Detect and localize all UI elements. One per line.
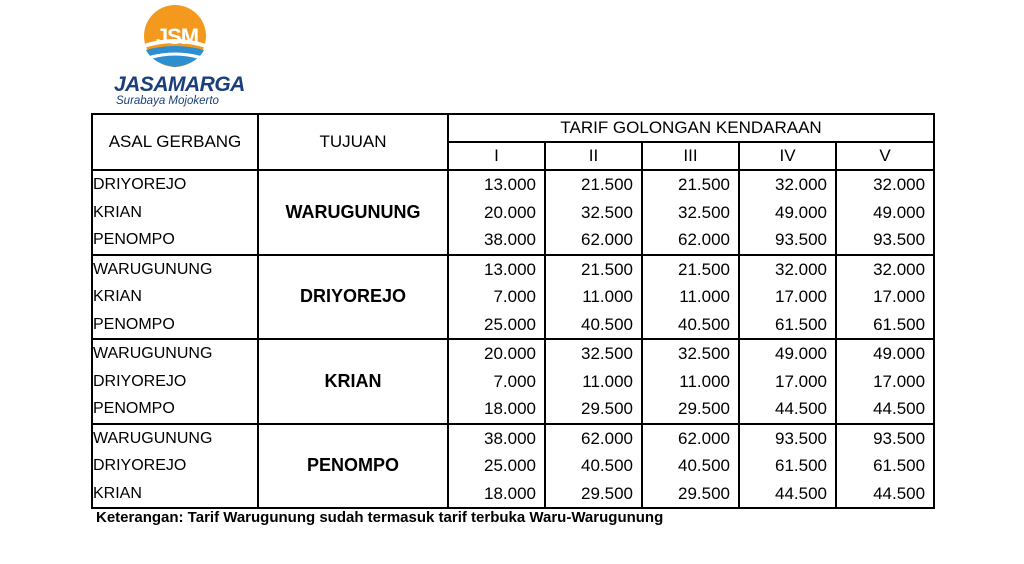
header-class-v: V [836,142,934,170]
rate-value: 49.000 [873,202,926,222]
rate-value: 61.500 [775,456,827,475]
origin-name: WARUGUNUNG [93,429,213,447]
rate-value: 40.500 [678,314,730,334]
origin-name: WARUGUNUNG [93,345,213,362]
rate-value: 32.500 [678,202,730,222]
header-tarif-golongan: TARIF GOLONGAN KENDARAAN [448,114,934,142]
rate-column-iii [642,255,739,340]
emblem-text: JSM [155,24,199,49]
rate-value: 13.000 [484,175,536,194]
origin-name: KRIAN [93,288,142,305]
footnote: Keterangan: Tarif Warugunung sudah termasuk tarif terbuka Waru-Warugunung [96,509,664,526]
table-row [92,255,934,340]
origin-name: KRIAN [93,203,142,221]
table-row [92,170,934,255]
rate-value: 11.000 [582,371,633,391]
rate-value: 20.000 [484,344,536,363]
rate-column-v [836,424,934,509]
rate-value: 21.500 [581,259,633,279]
destination-name: DRIYOREJO [258,255,448,340]
rate-value: 11.000 [679,371,730,391]
rate-column-iv [739,339,836,424]
rate-column-ii [545,170,642,255]
origin-name: PENOMPO [93,315,175,333]
rate-value: 44.500 [873,399,926,418]
origin-list [92,339,258,424]
origin-name: DRIYOREJO [93,176,187,193]
rate-value: 25.000 [484,456,536,475]
brand-name: JASAMARGA [114,73,245,96]
rate-value: 11.000 [679,287,730,306]
rate-value: 32.500 [678,344,730,363]
rate-column-v [836,339,934,424]
origin-list [92,255,258,340]
rate-value: 21.500 [678,175,730,194]
rate-value: 17.000 [775,287,827,306]
rate-value: 62.000 [581,428,633,448]
rate-value: 11.000 [582,287,633,306]
rate-value: 62.000 [678,230,730,249]
rate-value: 61.500 [775,314,827,334]
rate-column-iii [642,424,739,509]
rate-value: 32.000 [775,175,827,194]
rate-value: 17.000 [873,287,926,306]
origin-name: KRIAN [93,484,142,502]
rate-column-iii [642,170,739,255]
rate-column-i [448,424,545,509]
rate-column-iv [739,255,836,340]
table-row [92,339,934,424]
rate-value: 18.000 [484,483,536,503]
table-row [92,424,934,509]
rate-column-i [448,170,545,255]
rate-value: 44.500 [873,483,926,503]
rate-value: 93.500 [775,428,827,448]
rate-value: 93.500 [775,230,827,249]
rate-value: 40.500 [581,314,633,334]
rate-value: 20.000 [484,202,536,222]
rate-value: 29.500 [581,483,633,503]
header-tujuan: TUJUAN [258,114,448,170]
rate-value: 44.500 [775,483,827,503]
rate-value: 7.000 [493,287,536,306]
rate-value: 40.500 [678,456,730,475]
rate-value: 32.000 [775,259,827,279]
rate-value: 62.000 [678,428,730,448]
origin-name: PENOMPO [93,231,175,248]
origin-name: WARUGUNUNG [93,260,213,278]
rate-column-iv [739,170,836,255]
rate-value: 38.000 [484,230,536,249]
rate-value: 25.000 [484,314,536,334]
header-class-iii: III [642,142,739,170]
origin-list [92,170,258,255]
rate-value: 29.500 [581,399,633,418]
jasamarga-logo [114,4,245,108]
header-class-iv: IV [739,142,836,170]
rate-value: 32.500 [581,344,633,363]
destination-name: WARUGUNUNG [258,170,448,255]
header-asal-gerbang: ASAL GERBANG [92,114,258,170]
rate-value: 18.000 [484,399,536,418]
rate-value: 32.000 [873,259,926,279]
rate-column-i [448,339,545,424]
origin-name: DRIYOREJO [93,372,187,390]
rate-value: 49.000 [775,202,827,222]
rate-value: 61.500 [873,314,926,334]
rate-value: 49.000 [873,344,926,363]
rate-column-ii [545,339,642,424]
rate-column-ii [545,424,642,509]
origin-name: PENOMPO [93,400,175,417]
rate-column-v [836,170,934,255]
rate-value: 17.000 [775,371,827,391]
rate-value: 32.500 [581,202,633,222]
rate-value: 62.000 [581,230,633,249]
rate-value: 13.000 [484,259,536,279]
rate-column-ii [545,255,642,340]
destination-name: KRIAN [258,339,448,424]
header-class-ii: II [545,142,642,170]
origin-list [92,424,258,509]
rate-value: 32.000 [873,175,926,194]
destination-name: PENOMPO [258,424,448,509]
rate-column-v [836,255,934,340]
rate-column-i [448,255,545,340]
rate-value: 49.000 [775,344,827,363]
rate-value: 61.500 [873,456,926,475]
rate-value: 29.500 [678,399,730,418]
brand-subtitle: Surabaya Mojokerto [116,95,219,107]
origin-name: DRIYOREJO [93,457,187,474]
rate-value: 44.500 [775,399,827,418]
rate-value: 38.000 [484,428,536,448]
rate-value: 21.500 [678,259,730,279]
rate-value: 17.000 [873,371,926,391]
rate-value: 93.500 [873,428,926,448]
header-class-i: I [448,142,545,170]
rate-value: 40.500 [581,456,633,475]
tariff-table [91,113,935,509]
rate-value: 7.000 [493,371,536,391]
rate-value: 29.500 [678,483,730,503]
rate-value: 21.500 [581,175,633,194]
rate-value: 93.500 [873,230,926,249]
rate-column-iv [739,424,836,509]
rate-column-iii [642,339,739,424]
